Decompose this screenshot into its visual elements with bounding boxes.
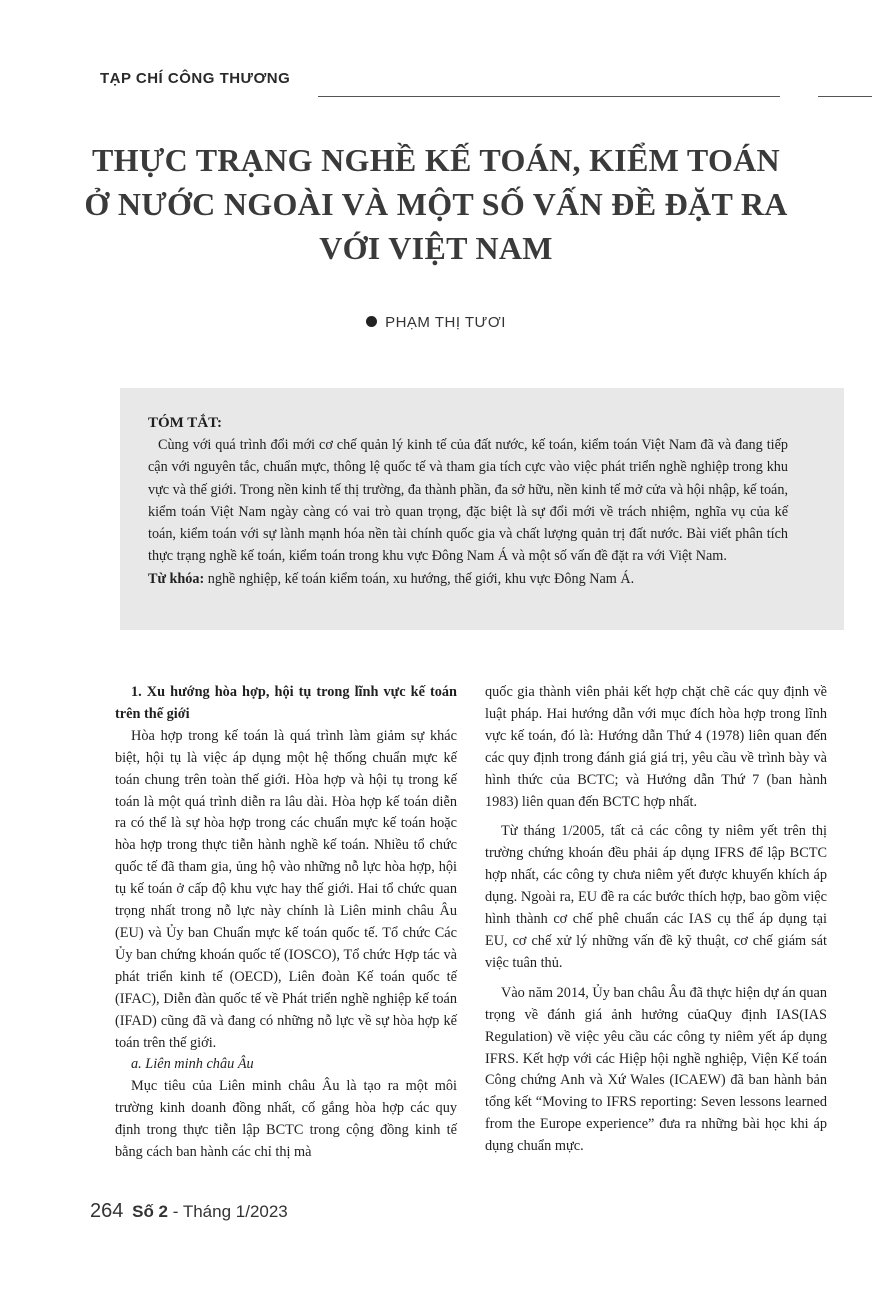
journal-header: TẠP CHÍ CÔNG THƯƠNG: [100, 70, 291, 87]
page-number: 264: [90, 1200, 124, 1222]
author-line: [0, 314, 872, 331]
abstract-heading: TÓM TẮT:: [148, 415, 223, 431]
right-column: [485, 682, 827, 1158]
header-rule: [318, 96, 780, 97]
section-heading: 1. Xu hướng hòa hợp, hội tụ trong lĩnh vực kế toán trên thế giới: [115, 684, 457, 722]
abstract-text: Cùng với quá trình đổi mới cơ chế quản lý kinh tế của đất nước, kế toán, kiểm toán Việt Nam đã và đang tiếp cận với nguyên tắc, chuẩn mực, thông lệ quốc tế và tham gia tích cực vào việc phát triển nghề nghiệp trong khu vực và thế giới. Trong nền kinh tế thị trường, đa thành phần, đa sở hữu, nền kinh tế mở cửa và hội nhập, kế toán, kiểm toán Việt Nam ngày càng có vai trò quan trọng, đặc biệt là sự đổi mới về trách nhiệm, nghĩa vụ của kế toán, kiểm toán với sự lành mạnh hóa nền tài chính quốc gia và chất lượng quản trị đất nước. Bài viết phân tích thực trạng nghề kế toán, kiểm toán trong khu vực Đông Nam Á và một số vấn đề đặt ra với Việt Nam.: [148, 437, 788, 565]
keywords-text: nghề nghiệp, kế toán kiểm toán, xu hướng, thế giới, khu vực Đông Nam Á.: [207, 570, 635, 587]
abstract-content: [148, 412, 788, 590]
paragraph: Vào năm 2014, Ủy ban châu Âu đã thực hiện dự án quan trọng về đánh giá ảnh hưởng củaQuy định IAS(IAS Regulation) về việc yêu cầu các công ty niêm yết áp dụng IFRS. Kết hợp với các Hiệp hội nghề nghiệp, Viện Kế toán Công chứng Anh và Xứ Wales (ICAEW) đã ban hành bản tổng kết “Moving to IFRS reporting: Seven lessons learned from the Europe experience” đưa ra những bài học khi áp dụng chuẩn mực.: [485, 984, 827, 1155]
paragraph: Mục tiêu của Liên minh châu Âu là tạo ra một môi trường kinh doanh đồng nhất, cố gắng hòa hợp các quy định trong thực tiễn lập BCTC trong cộng đồng kinh tế bằng cách ban hành các chỉ thị mà: [115, 1078, 457, 1161]
footer-separator: -: [172, 1202, 179, 1221]
keywords-label: Từ khóa:: [148, 570, 205, 587]
subheading: a. Liên minh châu Âu: [131, 1056, 254, 1073]
page-footer: [90, 1200, 288, 1223]
author-name: PHẠM THỊ TƯƠI: [385, 314, 506, 331]
issue-number: Số 2: [132, 1202, 169, 1221]
paragraph: quốc gia thành viên phải kết hợp chặt chẽ các quy định về luật pháp. Hai hướng dẫn với mục đích hòa hợp trong lĩnh vực kế toán, đó là: Hướng dẫn Thứ 4 (1978) liên quan đến các quy định trong đánh giá giá trị, yêu cầu về trình bày và hình thức của BCTC; và Hướng dẫn Thứ 7 (ban hành 1983) liên quan đến BCTC hợp nhất.: [485, 684, 827, 810]
left-column: [115, 682, 457, 1164]
abstract-box: [120, 388, 844, 630]
paragraph: Hòa hợp trong kế toán là quá trình làm giảm sự khác biệt, hội tụ là việc áp dụng một hệ thống chuẩn mực kế toán chung trên toàn thế giới. Hòa hợp và hội tụ trong kế toán là một quá trình diễn ra lâu dài. Hòa hợp kế toán diễn ra có thể là sự hòa hợp trong các chuẩn mực kế toán hoặc hòa hợp trong thực tiễn hành nghề kế toán. Nhiều tổ chức quốc tế đã tham gia, ủng hộ vào những nỗ lực hòa hợp, hội tụ kế toán ở cấp độ khu vực hay thế giới. Hai tổ chức quan trọng nhất trong nỗ lực này chính là Liên minh châu Âu (EU) và Ủy ban Chuẩn mực kế toán quốc tế. Tổ chức Các Ủy ban chứng khoán quốc tế (IOSCO), Tổ chức Hợp tác và phát triển kinh tế (OECD), Liên đoàn Kế toán quốc tế (IFAC), Diễn đàn quốc tế về Phát triển nghề nghiệp kế toán (IFAD) cũng đã và đang có những nỗ lực về sự hòa hợp kế toán trên thế giới.: [115, 727, 457, 1051]
issue-date: Tháng 1/2023: [182, 1202, 288, 1221]
header-rule-short: [818, 96, 872, 97]
bullet-dot-icon: [366, 316, 377, 327]
article-title: THỰC TRẠNG NGHỀ KẾ TOÁN, KIỂM TOÁN Ở NƯỚC NGOÀI VÀ MỘT SỐ VẤN ĐỀ ĐẶT RA VỚI VIỆT NAM: [84, 142, 788, 266]
paragraph: Từ tháng 1/2005, tất cả các công ty niêm yết trên thị trường chứng khoán đều phải áp dụng IFRS để lập BCTC hợp nhất, các công ty chưa niêm yết được khuyến khích áp dụng. Ngoài ra, EU đề ra các bước thích hợp, bao gồm việc hình thành cơ chế phê chuẩn các IAS cụ thể áp dụng tại EU, cơ chế xử lý những vấn đề kỹ thuật, cơ chế giám sát việc tuân thủ.: [485, 823, 827, 971]
keywords-line: [148, 568, 788, 590]
